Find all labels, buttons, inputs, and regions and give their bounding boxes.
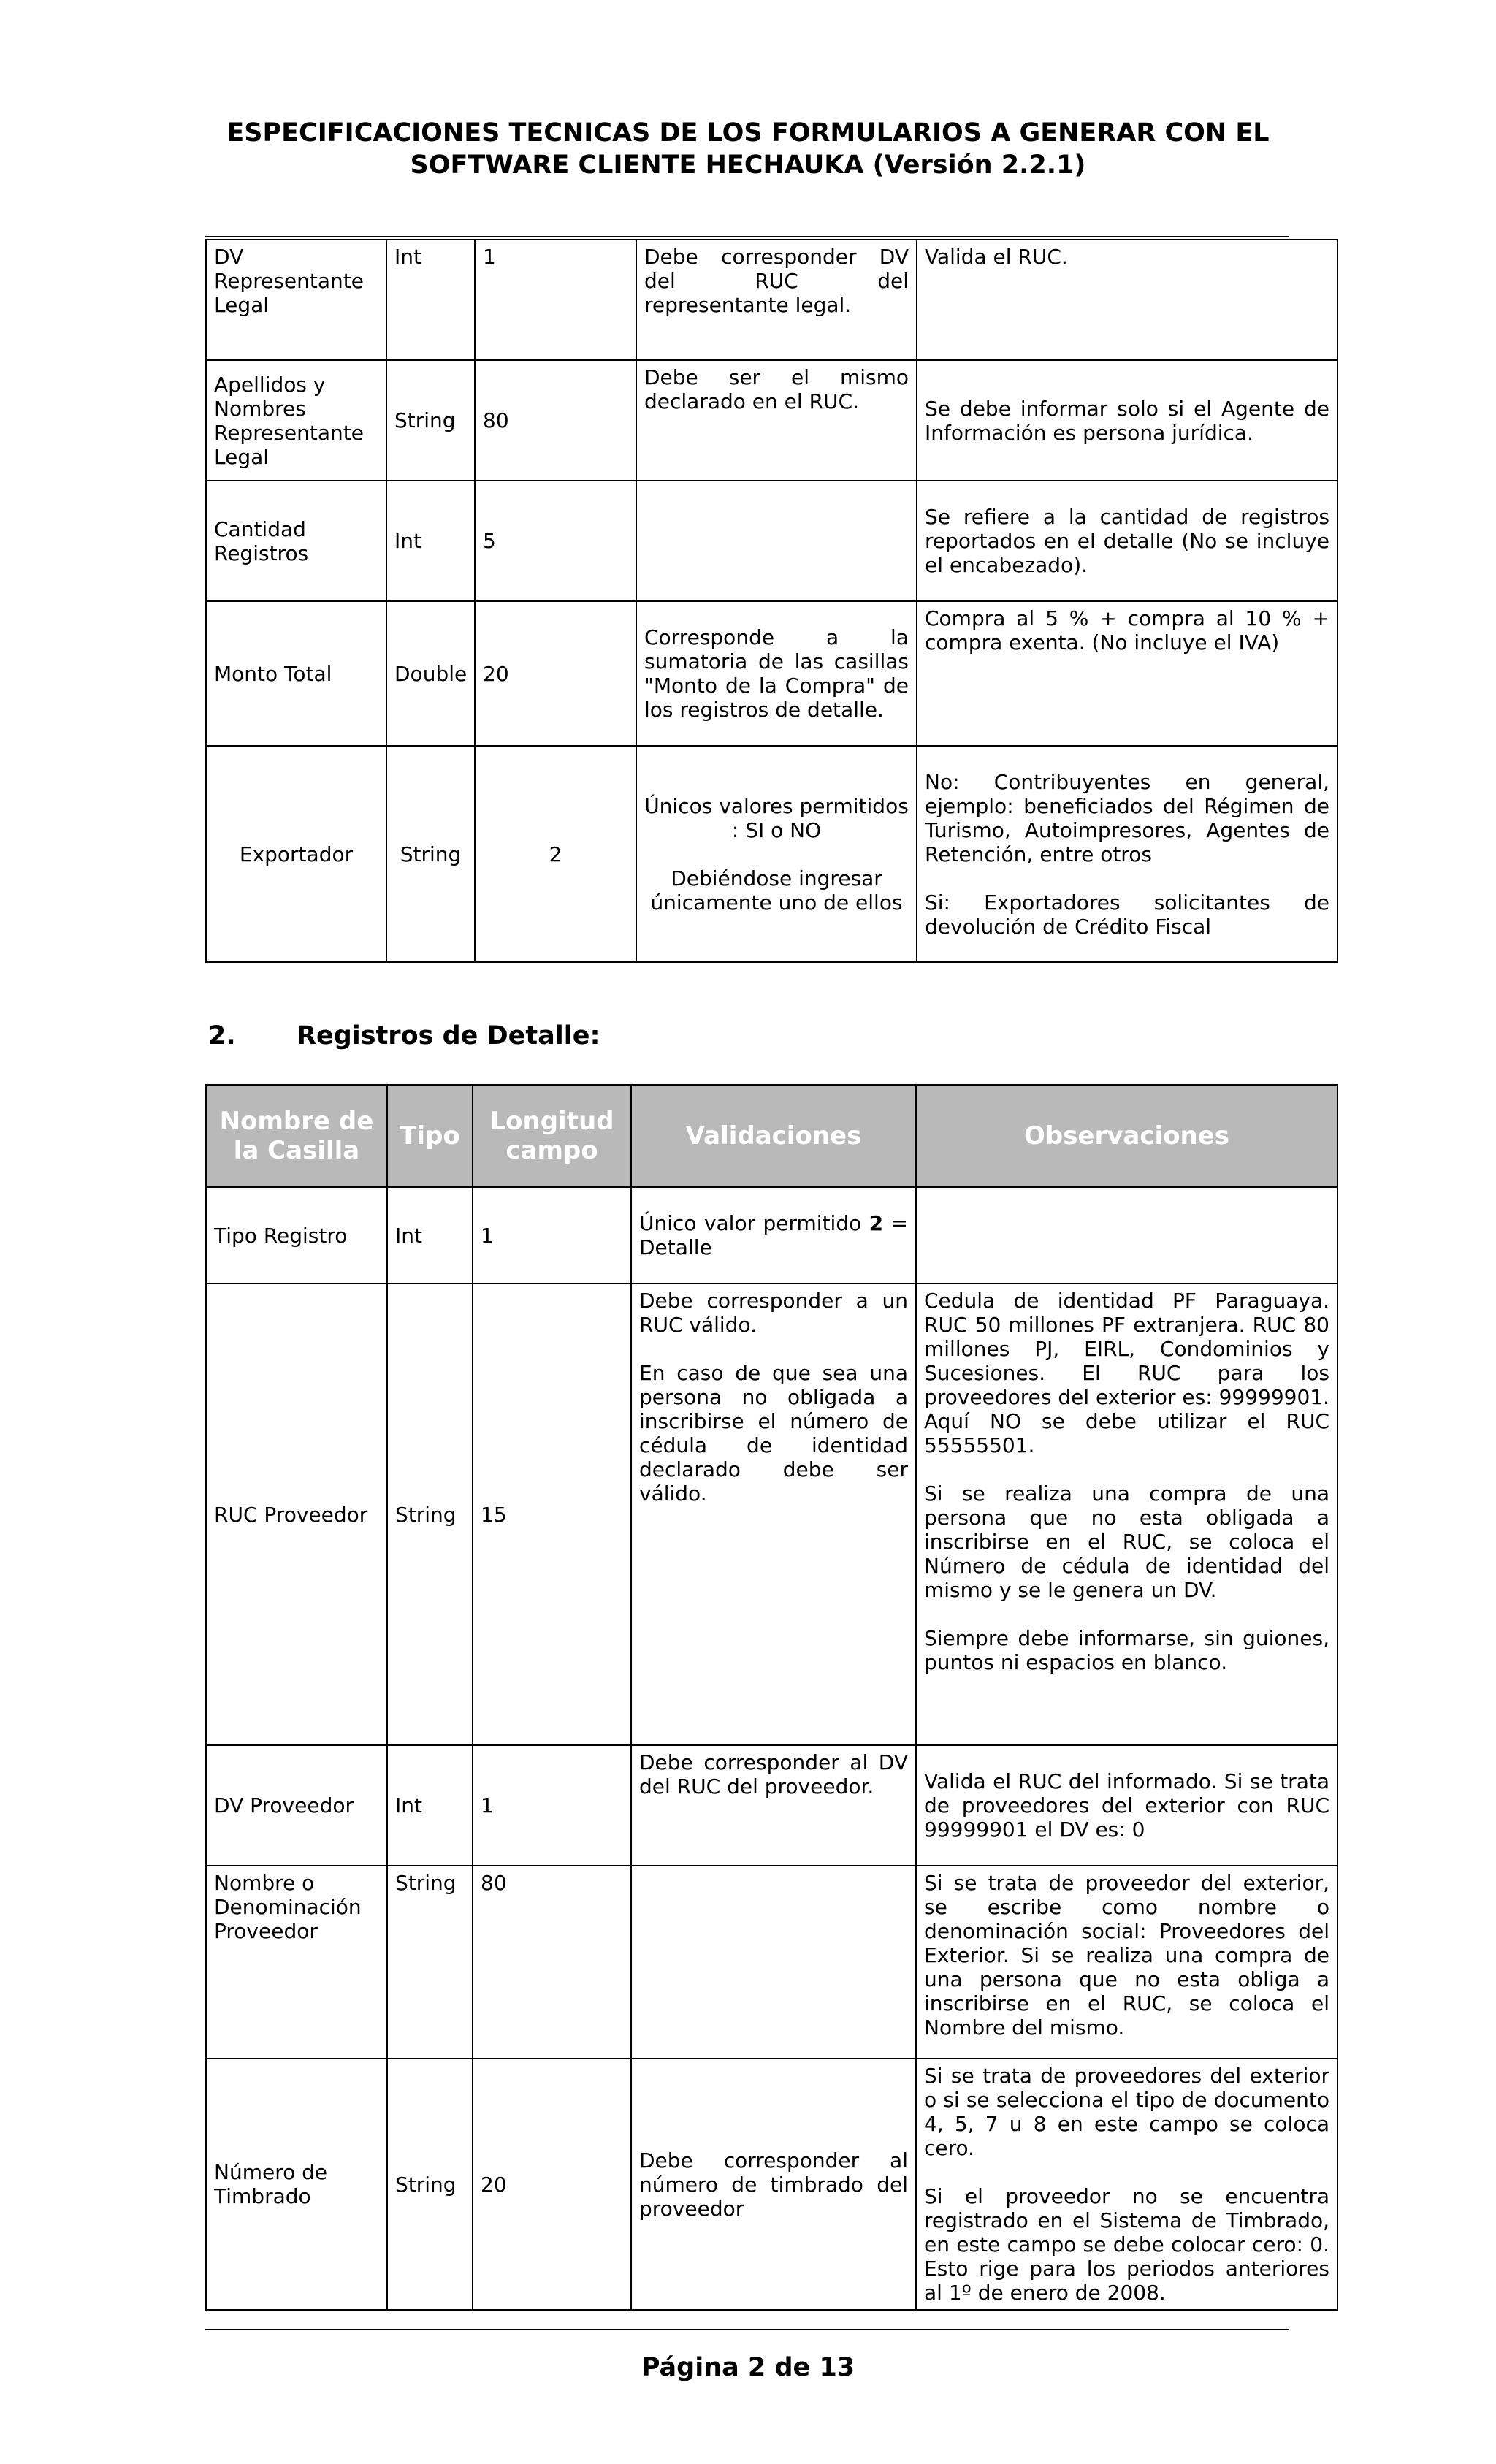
field-validation xyxy=(631,1187,916,1284)
table-row xyxy=(206,481,1337,601)
field-name: Nombre o Denominación Proveedor xyxy=(206,1866,387,2059)
field-name: DV Proveedor xyxy=(206,1745,387,1866)
field-validation: Debe corresponder al número de timbrado del proveedor xyxy=(631,2059,916,2310)
field-length: 80 xyxy=(473,1866,631,2059)
observation-paragraph: Cedula de identidad PF Paraguaya. RUC 50 millones PF extranjera. RUC 80 millones PJ, EIRL, Condominios y Sucesiones. El RUC para los proveedores del exterior es: 99999901. Aquí NO se debe utilizar el RUC 55555501. xyxy=(924,1289,1329,1457)
field-type: String xyxy=(386,746,475,962)
observation-paragraph: Siempre debe informarse, sin guiones, puntos ni espacios en blanco. xyxy=(924,1626,1329,1674)
field-type: String xyxy=(387,1284,473,1745)
field-length: 2 xyxy=(475,746,636,962)
field-type: String xyxy=(387,1866,473,2059)
field-validation: Debe ser el mismo declarado en el RUC. xyxy=(636,360,917,481)
field-validation: Debe corresponder al DV del RUC del proveedor. xyxy=(631,1745,916,1866)
document-title-line-2: SOFTWARE CLIENTE HECHAUKA (Versión 2.2.1) xyxy=(410,150,1086,180)
validation-value: 2 xyxy=(869,1211,884,1235)
field-validation: Debe corresponder DV del RUC del representante legal. xyxy=(636,240,917,360)
page-number: Página 2 de 13 xyxy=(641,2353,855,2382)
validation-paragraph: Debe corresponder a un RUC válido. xyxy=(639,1289,908,1337)
table-row xyxy=(206,601,1337,746)
field-validation xyxy=(636,746,917,962)
field-observation: Se refiere a la cantidad de registros reportados en el detalle (No se incluye el encabezado). xyxy=(917,481,1337,601)
table-row xyxy=(206,1745,1337,1866)
table-header-row xyxy=(206,1085,1337,1187)
field-observation: Si se trata de proveedor del exterior, se escribe como nombre o denominación social: Proveedores del Exterior. Si se realiza una compra de una persona que no esta obliga a inscribirse en el RUC, se coloca el Nombre del mismo. xyxy=(916,1866,1337,2059)
header-rule xyxy=(205,236,1289,237)
column-header-name: Nombre de la Casilla xyxy=(206,1085,387,1187)
section-heading xyxy=(208,1020,600,1052)
field-name: Monto Total xyxy=(206,601,386,746)
field-name: Apellidos y Nombres Representante Legal xyxy=(206,360,386,481)
field-observation xyxy=(917,746,1337,962)
table-row xyxy=(206,746,1337,962)
field-observation xyxy=(916,1284,1337,1745)
observation-paragraph: Si se trata de proveedores del exterior o si se selecciona el tipo de documento 4, 5, 7 u 8 en este campo se coloca cero. xyxy=(924,2064,1329,2160)
field-name: DV Representante Legal xyxy=(206,240,386,360)
table-row xyxy=(206,2059,1337,2310)
field-length: 5 xyxy=(475,481,636,601)
table-row xyxy=(206,1187,1337,1284)
field-length: 1 xyxy=(473,1745,631,1866)
validation-paragraph: Debiéndose ingresar únicamente uno de ellos xyxy=(650,866,903,915)
field-validation: Corresponde a la sumatoria de las casillas "Monto de la Compra" de los registros de detalle. xyxy=(636,601,917,746)
field-length: 20 xyxy=(473,2059,631,2310)
field-observation: Compra al 5 % + compra al 10 % + compra exenta. (No incluye el IVA) xyxy=(917,601,1337,746)
column-header-observation: Observaciones xyxy=(916,1085,1337,1187)
observation-paragraph: Si se realiza una compra de una persona que no esta obligada a inscribirse en el RUC, se coloca el Número de cédula de identidad del mismo y se le genera un DV. xyxy=(924,1481,1329,1602)
table-row xyxy=(206,1284,1337,1745)
field-name: Número de Timbrado xyxy=(206,2059,387,2310)
section-title: Registros de Detalle: xyxy=(297,1021,600,1050)
field-observation xyxy=(916,1187,1337,1284)
detail-records-table xyxy=(205,1084,1338,2311)
field-observation: Valida el RUC. xyxy=(917,240,1337,360)
validation-text: = Detalle xyxy=(639,1211,908,1259)
field-length: 80 xyxy=(475,360,636,481)
field-observation: Valida el RUC del informado. Si se trata de proveedores del exterior con RUC 99999901 el DV es: 0 xyxy=(916,1745,1337,1866)
field-validation xyxy=(636,481,917,601)
table-row xyxy=(206,240,1337,360)
validation-text: Único valor permitido xyxy=(639,1211,869,1235)
field-name: Cantidad Registros xyxy=(206,481,386,601)
header-fields-table xyxy=(205,239,1338,963)
field-name: Tipo Registro xyxy=(206,1187,387,1284)
validation-paragraph: En caso de que sea una persona no obligada a inscribirse el número de cédula de identidad declarado debe ser válido. xyxy=(639,1361,908,1506)
table-row xyxy=(206,360,1337,481)
field-name: RUC Proveedor xyxy=(206,1284,387,1745)
footer-rule xyxy=(205,2329,1289,2330)
field-observation xyxy=(916,2059,1337,2310)
column-header-validation: Validaciones xyxy=(631,1085,916,1187)
field-length: 20 xyxy=(475,601,636,746)
field-type: String xyxy=(387,2059,473,2310)
field-name: Exportador xyxy=(206,746,386,962)
document-title-line-1: ESPECIFICACIONES TECNICAS DE LOS FORMULARIOS A GENERAR CON EL xyxy=(226,118,1270,148)
field-type: Int xyxy=(386,481,475,601)
field-type: Int xyxy=(387,1745,473,1866)
field-length: 1 xyxy=(475,240,636,360)
table-row xyxy=(206,1866,1337,2059)
field-type: Int xyxy=(386,240,475,360)
field-type: Double xyxy=(386,601,475,746)
field-validation xyxy=(631,1866,916,2059)
field-validation xyxy=(631,1284,916,1745)
observation-paragraph: Si el proveedor no se encuentra registrado en el Sistema de Timbrado, en este campo se debe colocar cero: 0. Esto rige para los periodos anteriores al 1º de enero de 2008. xyxy=(924,2184,1329,2305)
section-number: 2. xyxy=(208,1021,236,1050)
document-title xyxy=(0,117,1496,181)
observation-paragraph: No: Contribuyentes en general, ejemplo: beneficiados del Régimen de Turismo, Autoimpresores, Agentes de Retención, entre otros xyxy=(925,769,1329,866)
field-type: Int xyxy=(387,1187,473,1284)
validation-paragraph: Únicos valores permitidos : SI o NO xyxy=(644,793,909,842)
field-length: 1 xyxy=(473,1187,631,1284)
field-length: 15 xyxy=(473,1284,631,1745)
column-header-length: Longitud campo xyxy=(473,1085,631,1187)
column-header-type: Tipo xyxy=(387,1085,473,1187)
observation-paragraph: Si: Exportadores solicitantes de devolución de Crédito Fiscal xyxy=(925,890,1329,939)
field-type: String xyxy=(386,360,475,481)
field-observation: Se debe informar solo si el Agente de Información es persona jurídica. xyxy=(917,360,1337,481)
